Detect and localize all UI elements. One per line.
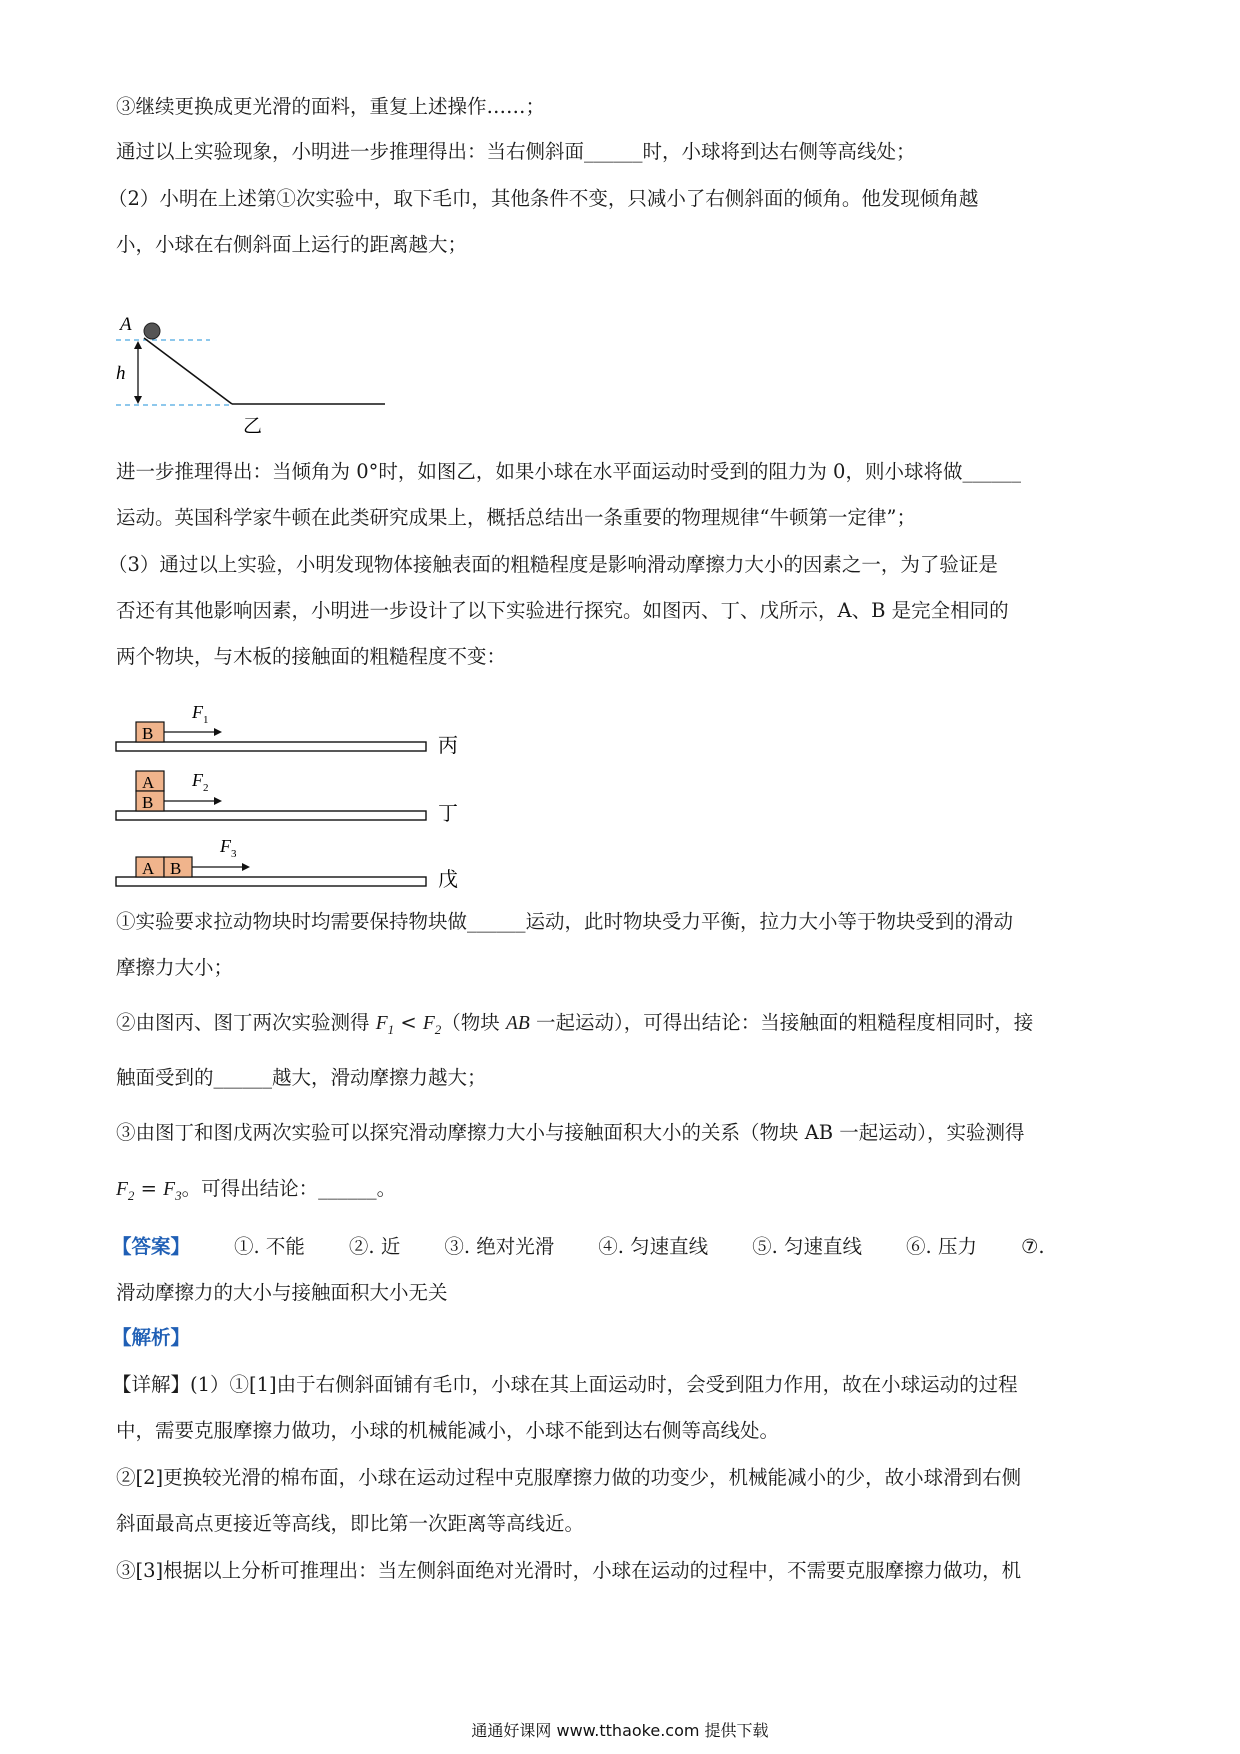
math-AB: AB [506,1013,530,1034]
text-line-12-part2: （物块 [441,1011,506,1034]
board-wu [116,877,426,886]
analysis-tag: 【解析】 [112,1326,191,1349]
answer-line [112,1232,1045,1262]
force-label-F3: $F_3$ [220,836,237,860]
caption-ding: 丁 [438,803,458,825]
text-line-1: ③继续更换成更光滑的面料，重复上述操作……； [116,95,546,118]
incline-line [144,338,232,404]
ball [144,323,160,339]
detail-line-4: 斜面最高点更接近等高线，即比第一次距离等高线近。 [116,1512,585,1535]
block-B-wu-label: B [170,859,182,878]
board-ding [116,811,426,820]
text-line-10: ①实验要求拉动物块时均需要保持物块做______运动，此时物块受力平衡，拉力大小等于物块受到的滑动 [116,910,1014,933]
text-line-12-part1: ②由图丙、图丁两次实验测得 [116,1011,376,1034]
math-F3: $F_3$ [163,1179,182,1203]
block-B-bing-label: B [142,724,154,743]
height-arrow-bottom-head [134,396,142,404]
math-lt: < [394,1011,423,1034]
text-line-5: 进一步推理得出：当倾角为 0°时，如图乙，如果小球在水平面运动时受到的阻力为 0，则小球将做______ [116,460,1021,483]
answer-tag: 【答案】 [112,1235,191,1258]
footer-credit: 通通好课网 www.tthaoke.com 提供下载 [471,1721,769,1740]
text-line-15 [116,1174,396,1211]
math-F1: $F_1$ [375,1013,395,1037]
text-line-8: 否还有其他影响因素，小明进一步设计了以下实验进行探究。如图丙、丁、戊所示，A、B 是完全相同的 [116,599,1009,622]
answer-item-1: ①. 不能 [234,1235,305,1258]
block-A-wu-label: A [142,859,155,878]
force-arrow-F3-head [242,863,250,871]
detail-line-3: ②[2]更换较光滑的棉布面，小球在运动过程中克服摩擦力做的功变少，机械能减小的少，故小球滑到右侧 [116,1466,1022,1489]
answer-item-6: ⑥. 压力 [906,1235,977,1258]
figure-yi-caption: 乙 [243,416,263,437]
figure-blocks-diagram [110,690,480,900]
force-arrow-F2-head [214,797,222,805]
label-A: A [120,314,132,335]
figure-yi-diagram [100,300,400,440]
caption-bing: 丙 [438,735,458,757]
force-arrow-F1-head [214,728,222,736]
answer-item-5: ⑤. 匀速直线 [752,1235,863,1258]
board-bing [116,742,426,751]
math-eq: = [134,1177,164,1200]
text-line-3: （2）小明在上述第①次实验中，取下毛巾，其他条件不变，只减小了右侧斜面的倾角。他发现倾角越 [108,187,979,210]
text-line-7: （3）通过以上实验，小明发现物体接触表面的粗糙程度是影响滑动摩擦力大小的因素之一，为了验证是 [108,553,998,576]
text-line-6: 运动。英国科学家牛顿在此类研究成果上，概括总结出一条重要的物理规律“牛顿第一定律”； [116,506,916,529]
text-line-13: 触面受到的______越大，滑动摩擦力越大； [116,1066,487,1089]
answer-item-3: ③. 绝对光滑 [444,1235,555,1258]
height-arrow-top-head [134,341,142,349]
text-line-15-part2: 。可得出结论：______。 [181,1177,397,1200]
math-F2-eq: $F_2$ [116,1179,135,1203]
answer-item-4: ④. 匀速直线 [598,1235,709,1258]
text-line-9: 两个物块，与木板的接触面的粗糙程度不变： [116,645,507,668]
block-A-ding-label: A [142,773,155,792]
math-F2: $F_2$ [422,1013,442,1037]
text-line-2: 通过以上实验现象，小明进一步推理得出：当右侧斜面______时，小球将到达右侧等高线处； [116,140,916,163]
caption-wu: 戊 [438,869,458,891]
label-h: h [116,363,126,384]
text-line-12-part3: 一起运动），可得出结论：当接触面的粗糙程度相同时，接 [529,1011,1034,1034]
detail-line-2: 中，需要克服摩擦力做功，小球的机械能减小，小球不能到达右侧等高线处。 [116,1419,780,1442]
text-line-11: 摩擦力大小； [116,956,234,979]
text-line-4: 小，小球在右侧斜面上运行的距离越大； [116,233,468,256]
answer-continuation: 滑动摩擦力的大小与接触面积大小无关 [116,1281,448,1304]
text-line-14: ③由图丁和图戊两次实验可以探究滑动摩擦力大小与接触面积大小的关系（物块 AB 一起运动），实验测得 [116,1121,1025,1144]
text-line-12 [116,1008,1033,1045]
force-label-F1: $F_1$ [192,702,209,726]
force-label-F2: $F_2$ [192,770,209,794]
answer-item-2: ②. 近 [348,1235,401,1258]
block-B-ding-label: B [142,793,154,812]
detail-line-1: 【详解】(1）①[1]由于右侧斜面铺有毛巾，小球在其上面运动时，会受到阻力作用，故在小球运动的过程 [112,1373,1018,1396]
answer-item-7: ⑦. [1020,1235,1045,1258]
detail-line-5: ③[3]根据以上分析可推理出：当左侧斜面绝对光滑时，小球在运动的过程中，不需要克服摩擦力做功，机 [116,1559,1022,1582]
